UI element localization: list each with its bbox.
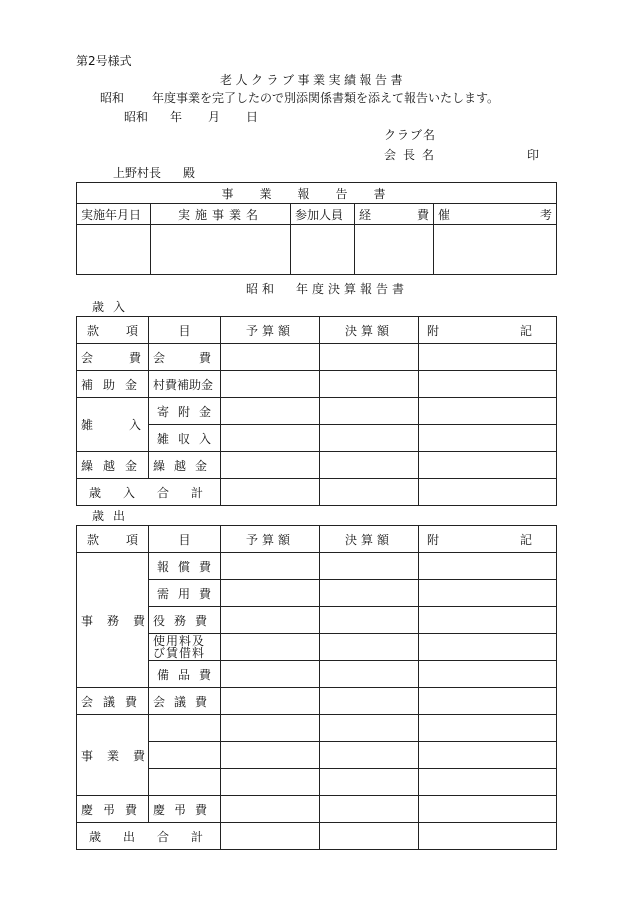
income-table	[76, 316, 557, 506]
cell	[419, 715, 557, 742]
table-row	[77, 580, 557, 607]
col-expense-1: 経	[359, 207, 372, 222]
table-row	[77, 769, 557, 796]
settlement-text: 年度決算報告書	[296, 282, 409, 296]
col-participants: 参加人員	[291, 204, 355, 225]
cell	[419, 742, 557, 769]
report-heading: 事業報告書	[77, 183, 557, 204]
cell	[419, 371, 557, 398]
col-remarks-1: 催	[438, 207, 451, 222]
cell	[419, 553, 557, 580]
table-row	[77, 344, 557, 371]
moku-cell: 慶弔費	[149, 796, 221, 823]
table-row	[77, 661, 557, 688]
intro-era: 昭和	[100, 91, 125, 105]
intro-text: 年度事業を完了したので別添関係書類を添えて報告いたします。	[152, 91, 500, 105]
cell	[221, 769, 320, 796]
form-title: 老人クラブ事業実績報告書	[220, 73, 407, 87]
cell	[320, 553, 419, 580]
hdr-remarks-2: 記	[519, 323, 532, 338]
cell	[149, 769, 221, 796]
cell	[320, 742, 419, 769]
date-era: 昭和	[124, 110, 149, 124]
cell	[419, 398, 557, 425]
hdr-remarks-1: 附	[427, 323, 440, 338]
form-number: 第2号様式	[76, 54, 132, 68]
cell	[419, 607, 557, 634]
president-label: 会長名	[384, 148, 442, 162]
hdr-remarks-1: 附	[427, 532, 440, 547]
cell	[419, 479, 557, 506]
project-report-table	[76, 182, 557, 275]
addressee-honorific: 殿	[183, 166, 196, 180]
cell	[355, 225, 434, 275]
cell	[221, 688, 320, 715]
hdr-kan: 款	[87, 532, 100, 547]
moku-cell: 使用料及 び賃借料	[149, 634, 221, 661]
hdr-settled: 決算額	[320, 526, 419, 553]
moku-cell: 寄附金	[149, 398, 221, 425]
moku-cell: 会議費	[149, 688, 221, 715]
seal-label: 印	[527, 148, 540, 162]
cell	[221, 479, 320, 506]
hdr-moku: 目	[149, 526, 221, 553]
income-total-label: 歳入合計	[77, 479, 221, 506]
kan-cell: 会議費	[77, 688, 149, 715]
date-month: 月	[208, 110, 221, 124]
cell	[419, 688, 557, 715]
cell	[419, 661, 557, 688]
kan-cell: 事務費	[77, 553, 149, 688]
cell	[419, 425, 557, 452]
cell	[221, 371, 320, 398]
table-row	[77, 688, 557, 715]
cell	[221, 634, 320, 661]
cell	[419, 344, 557, 371]
cell	[320, 371, 419, 398]
kan-cell: 雑入	[77, 398, 149, 452]
hdr-remarks-2: 記	[519, 532, 532, 547]
expense-label: 歳出	[92, 509, 135, 523]
cell	[221, 742, 320, 769]
cell	[221, 661, 320, 688]
cell	[221, 398, 320, 425]
date-line	[124, 110, 258, 124]
moku-cell: 会費	[149, 344, 221, 371]
cell	[320, 580, 419, 607]
addressee	[113, 166, 195, 180]
table-row	[77, 553, 557, 580]
cell	[221, 580, 320, 607]
expense-table	[76, 525, 557, 850]
expense-total-label: 歳出合計	[77, 823, 221, 850]
report-entry-row	[77, 225, 557, 275]
cell	[320, 823, 419, 850]
kan-cell: 慶弔費	[77, 796, 149, 823]
cell	[419, 452, 557, 479]
moku-cell: 雑収入	[149, 425, 221, 452]
moku-cell: 備品費	[149, 661, 221, 688]
table-row	[77, 371, 557, 398]
cell	[320, 769, 419, 796]
cell	[320, 688, 419, 715]
cell	[419, 769, 557, 796]
moku-cell: 報償費	[149, 553, 221, 580]
addressee-name: 上野村長	[113, 166, 162, 180]
col-expense-2: 費	[416, 207, 429, 222]
col-project-name: 実施事業名	[151, 204, 291, 225]
hdr-budget: 予算額	[221, 317, 320, 344]
hdr-kan-kou	[77, 317, 149, 344]
hdr-moku: 目	[149, 317, 221, 344]
col-remarks	[434, 204, 557, 225]
cell	[221, 715, 320, 742]
kan-cell: 繰越金	[77, 452, 149, 479]
col-remarks-2: 考	[540, 207, 553, 222]
cell	[77, 225, 151, 275]
hdr-budget: 予算額	[221, 526, 320, 553]
cell	[320, 715, 419, 742]
expense-total-row	[77, 823, 557, 850]
moku-cell: 需用費	[149, 580, 221, 607]
income-total-row	[77, 479, 557, 506]
hdr-remarks	[419, 317, 557, 344]
cell	[221, 425, 320, 452]
hdr-settled: 決算額	[320, 317, 419, 344]
cell	[221, 452, 320, 479]
cell	[291, 225, 355, 275]
cell	[320, 398, 419, 425]
hdr-kou: 項	[125, 532, 138, 547]
table-row	[77, 398, 557, 425]
date-year: 年	[170, 110, 183, 124]
table-row	[77, 715, 557, 742]
cell	[221, 796, 320, 823]
table-row	[77, 634, 557, 661]
cell	[320, 634, 419, 661]
intro-line	[100, 91, 499, 105]
settlement-title	[246, 282, 408, 296]
settlement-era: 昭和	[246, 282, 279, 296]
cell	[320, 796, 419, 823]
cell	[320, 425, 419, 452]
cell	[151, 225, 291, 275]
cell	[149, 742, 221, 769]
club-name-label: クラブ名	[384, 128, 437, 142]
moku-cell: 村費補助金	[149, 371, 221, 398]
date-day: 日	[246, 110, 259, 124]
cell	[149, 715, 221, 742]
hdr-kan-kou	[77, 526, 149, 553]
cell	[320, 479, 419, 506]
cell	[320, 607, 419, 634]
cell	[320, 452, 419, 479]
kan-cell: 補助金	[77, 371, 149, 398]
kan-cell: 事業費	[77, 715, 149, 796]
cell	[419, 796, 557, 823]
col-expense	[355, 204, 434, 225]
hdr-kou: 項	[125, 323, 138, 338]
table-row	[77, 452, 557, 479]
table-row	[77, 796, 557, 823]
hdr-remarks	[419, 526, 557, 553]
cell	[320, 344, 419, 371]
cell	[221, 823, 320, 850]
cell	[320, 661, 419, 688]
kan-cell: 会費	[77, 344, 149, 371]
cell	[221, 553, 320, 580]
cell	[434, 225, 557, 275]
cell	[221, 607, 320, 634]
col-date: 実施年月日	[77, 204, 151, 225]
cell	[419, 634, 557, 661]
moku-cell: 役務費	[149, 607, 221, 634]
hdr-kan: 款	[87, 323, 100, 338]
cell	[419, 823, 557, 850]
cell	[419, 580, 557, 607]
income-label: 歳入	[92, 300, 135, 314]
moku-cell: 繰越金	[149, 452, 221, 479]
